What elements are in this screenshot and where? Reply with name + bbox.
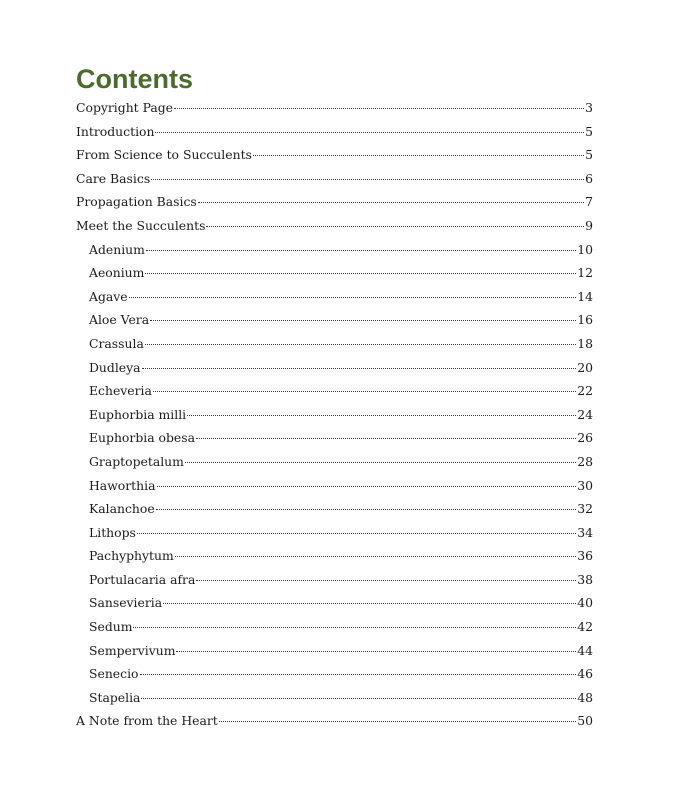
- toc-entry-page-number: 46: [577, 666, 593, 682]
- toc-entry-page-number: 34: [577, 524, 593, 540]
- dot-leader: [146, 250, 576, 251]
- toc-entry[interactable]: [76, 662, 593, 686]
- toc-entry-label: A Note from the Heart: [76, 713, 218, 729]
- toc-entry-label: Euphorbia milli: [89, 406, 187, 422]
- dot-leader: [137, 533, 576, 534]
- dot-leader: [145, 273, 576, 274]
- toc-entry-page-number: 22: [577, 383, 593, 399]
- toc-entry-label: Aeonium: [89, 265, 145, 281]
- toc-entry-page-number: 28: [577, 453, 593, 469]
- toc-entry-page-number: 50: [577, 713, 593, 729]
- toc-entry[interactable]: [76, 568, 593, 592]
- toc-entry-page-number: 42: [577, 619, 593, 635]
- toc-entry-label: From Science to Succulents: [76, 147, 252, 163]
- toc-entry-label: Aloe Vera: [89, 312, 150, 328]
- toc-entry[interactable]: [76, 285, 593, 309]
- toc-entry-page-number: 44: [577, 642, 593, 658]
- dot-leader: [185, 462, 576, 463]
- toc-entry[interactable]: [76, 238, 593, 262]
- toc-entry-page-number: 26: [577, 430, 593, 446]
- toc-entry-page-number: 3: [585, 100, 593, 115]
- toc-entry-label: Haworthia: [89, 477, 156, 493]
- dot-leader: [253, 155, 584, 156]
- toc-entry-label: Graptopetalum: [89, 453, 184, 469]
- toc-entry-label: Sansevieria: [89, 595, 163, 611]
- toc-entry[interactable]: [76, 332, 593, 356]
- toc-entry[interactable]: [76, 450, 593, 474]
- dot-leader: [175, 556, 577, 557]
- toc-entry[interactable]: [76, 686, 593, 710]
- dot-leader: [151, 179, 584, 180]
- dot-leader: [198, 202, 584, 203]
- toc-entry[interactable]: [76, 474, 593, 498]
- toc-entry[interactable]: [76, 591, 593, 615]
- toc-entry-page-number: 9: [585, 217, 593, 233]
- toc-entry-label: Propagation Basics: [76, 194, 197, 210]
- dot-leader: [163, 603, 576, 604]
- toc-entry-page-number: 10: [577, 241, 593, 257]
- toc-entry[interactable]: [76, 96, 593, 120]
- dot-leader: [133, 627, 576, 628]
- toc-entry-page-number: 18: [577, 335, 593, 351]
- dot-leader: [142, 368, 577, 369]
- toc-entry-label: Copyright Page: [76, 100, 174, 115]
- toc-entry-page-number: 24: [577, 406, 593, 422]
- toc-entry-label: Agave: [89, 288, 128, 304]
- toc-entry[interactable]: [76, 379, 593, 403]
- toc-entry-label: Sempervivum: [89, 642, 176, 658]
- toc-entry-label: Kalanchoe: [89, 501, 155, 517]
- toc-entry-page-number: 38: [577, 571, 593, 587]
- toc-entry-page-number: 32: [577, 501, 593, 517]
- toc-entry-label: Lithops: [89, 524, 136, 540]
- toc-entry-page-number: 14: [577, 288, 593, 304]
- toc-entry[interactable]: [76, 356, 593, 380]
- toc-entry-label: Care Basics: [76, 170, 151, 186]
- toc-entry-label: Dudleya: [89, 359, 141, 375]
- dot-leader: [155, 132, 584, 133]
- toc-entry-label: Senecio: [89, 666, 139, 682]
- toc-entry[interactable]: [76, 709, 593, 733]
- dot-leader: [157, 486, 577, 487]
- toc-entry-label: Crassula: [89, 335, 144, 351]
- dot-leader: [187, 415, 576, 416]
- toc-entry[interactable]: [76, 521, 593, 545]
- toc-entry-label: Euphorbia obesa: [89, 430, 196, 446]
- dot-leader: [206, 226, 584, 227]
- dot-leader: [141, 698, 576, 699]
- toc-entry[interactable]: [76, 190, 593, 214]
- toc-entry[interactable]: [76, 214, 593, 238]
- dot-leader: [156, 509, 577, 510]
- toc-entry[interactable]: [76, 497, 593, 521]
- toc-entry-page-number: 7: [585, 194, 593, 210]
- toc-entry[interactable]: [76, 615, 593, 639]
- toc-entry[interactable]: [76, 143, 593, 167]
- toc-entry-label: Echeveria: [89, 383, 152, 399]
- toc-entry-page-number: 5: [585, 147, 593, 163]
- toc-entry[interactable]: [76, 426, 593, 450]
- toc-entry-label: Sedum: [89, 619, 133, 635]
- toc-entry-label: Stapelia: [89, 689, 141, 705]
- toc-entry-label: Portulacaria afra: [89, 571, 196, 587]
- toc-entry[interactable]: [76, 403, 593, 427]
- toc-entry-page-number: 5: [585, 123, 593, 139]
- toc-entry[interactable]: [76, 308, 593, 332]
- toc-entry-page-number: 16: [577, 312, 593, 328]
- toc-entry-label: Introduction: [76, 123, 155, 139]
- dot-leader: [140, 674, 577, 675]
- toc-entry-page-number: 20: [577, 359, 593, 375]
- toc-entry-label: Pachyphytum: [89, 548, 174, 564]
- toc-entry-page-number: 36: [577, 548, 593, 564]
- dot-leader: [176, 651, 576, 652]
- toc-entry[interactable]: [76, 167, 593, 191]
- toc-entry-page-number: 48: [577, 689, 593, 705]
- toc-entry-page-number: 6: [585, 170, 593, 186]
- dot-leader: [196, 580, 576, 581]
- toc-entry-label: Meet the Succulents: [76, 217, 206, 233]
- dot-leader: [196, 438, 576, 439]
- dot-leader: [150, 320, 576, 321]
- toc-entry-page-number: 30: [577, 477, 593, 493]
- dot-leader: [153, 391, 576, 392]
- table-of-contents: [76, 96, 593, 733]
- toc-entry-page-number: 12: [577, 265, 593, 281]
- toc-entry[interactable]: [76, 120, 593, 144]
- dot-leader: [129, 297, 577, 298]
- dot-leader: [219, 721, 576, 722]
- toc-entry[interactable]: [76, 639, 593, 663]
- page-title: Contents: [76, 64, 193, 94]
- toc-entry[interactable]: [76, 544, 593, 568]
- dot-leader: [174, 108, 584, 109]
- toc-entry[interactable]: [76, 261, 593, 285]
- toc-entry-label: Adenium: [89, 241, 145, 257]
- toc-entry-page-number: 40: [577, 595, 593, 611]
- dot-leader: [145, 344, 576, 345]
